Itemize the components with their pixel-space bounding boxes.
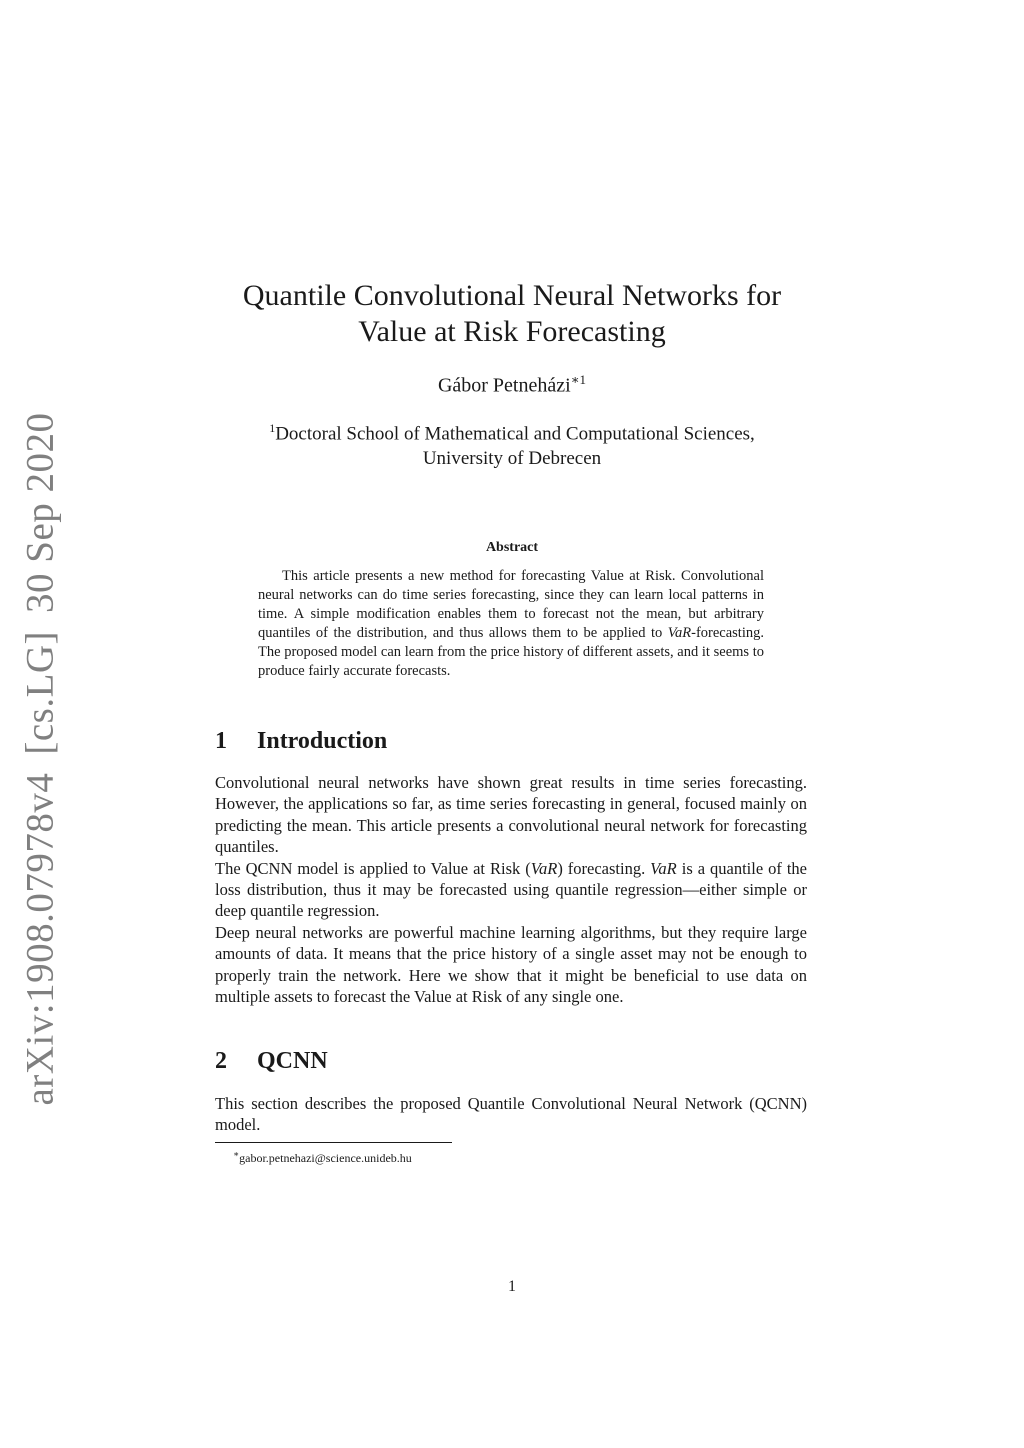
- affiliation-line-2: University of Debrecen: [422, 448, 602, 470]
- arxiv-category: [cs.LG]: [18, 630, 62, 755]
- var-symbol: VaR: [530, 858, 558, 878]
- arxiv-date: 30 Sep 2020: [18, 412, 62, 613]
- paper-title: [0, 278, 1024, 350]
- affiliation-mark: 1: [269, 421, 276, 435]
- section-title: Introduction: [257, 728, 388, 754]
- intro-paragraph-2: [215, 858, 807, 922]
- section-number: 1: [215, 728, 227, 754]
- qcnn-paragraph-1: This section describes the proposed Quantile Convolutional Neural Network (QCNN) model.: [215, 1094, 807, 1135]
- abstract-text-1: This article presents a new method for forecasting Value at Risk. Convolutional neural networks can do time series forecasting, since they can learn local patterns in time. A simple modification enables them to forecast not the mean, but arbitrary quantiles of the distribution, and thus allows them to be applied to: [258, 568, 764, 641]
- footnote-rule: [215, 1142, 452, 1143]
- section-number: 2: [215, 1048, 227, 1074]
- abstract-var-symbol: VaR: [667, 625, 692, 641]
- section-heading-introduction: [215, 728, 387, 755]
- intro-p2-text-2: ) forecasting.: [557, 858, 651, 878]
- intro-p2-text-1: The QCNN model is applied to Value at Risk (: [215, 858, 531, 878]
- abstract-heading: Abstract: [485, 540, 539, 555]
- author-line: [0, 372, 1024, 398]
- affiliation-line-1: Doctoral School of Mathematical and Computational Sciences,: [275, 423, 755, 445]
- abstract-text-2: -forecasting. The proposed model can learn from the price history of different assets, and it seems to produce fairly accurate forecasts.: [258, 625, 764, 679]
- footnote-mark: ∗: [233, 1149, 240, 1159]
- affiliation: [0, 416, 1024, 471]
- page-number: 1: [508, 1278, 516, 1295]
- arxiv-id: arXiv:1908.07978v4: [18, 772, 62, 1106]
- intro-paragraph-3: Deep neural networks are powerful machine learning algorithms, but they require large amounts of data. It means that the price history of a single asset may not be enough to properly train the network. Here we show that it might be beneficial to use data on multiple assets to forecast the Value at Risk of any single one.: [215, 922, 807, 1007]
- introduction-body: [215, 772, 807, 1007]
- intro-paragraph-1: Convolutional neural networks have shown great results in time series forecasting. However, the applications so far, as time series forecasting in general, focused mainly on predicting the mean. This article presents a convolutional neural network for forecasting quantiles.: [215, 773, 807, 857]
- var-symbol: VaR: [650, 858, 677, 878]
- author-marks: ∗1: [570, 372, 587, 387]
- section-heading-qcnn: [215, 1048, 328, 1075]
- author-name: Gábor Petneházi: [437, 374, 571, 397]
- intro-p2-text-3: is a quantile of the loss distribution, thus it may be forecasted using quantile regression—either simple or deep quantile regression.: [215, 858, 807, 921]
- footnote-email: gabor.petnehazi@science.unideb.hu: [239, 1151, 412, 1165]
- abstract-body: [258, 567, 764, 681]
- title-line-1: Quantile Convolutional Neural Networks for: [242, 279, 782, 312]
- footnote: [233, 1149, 412, 1166]
- section-title: QCNN: [257, 1048, 328, 1074]
- arxiv-identifier-stamp: [18, 394, 63, 1105]
- title-line-2: Value at Risk Forecasting: [358, 315, 666, 348]
